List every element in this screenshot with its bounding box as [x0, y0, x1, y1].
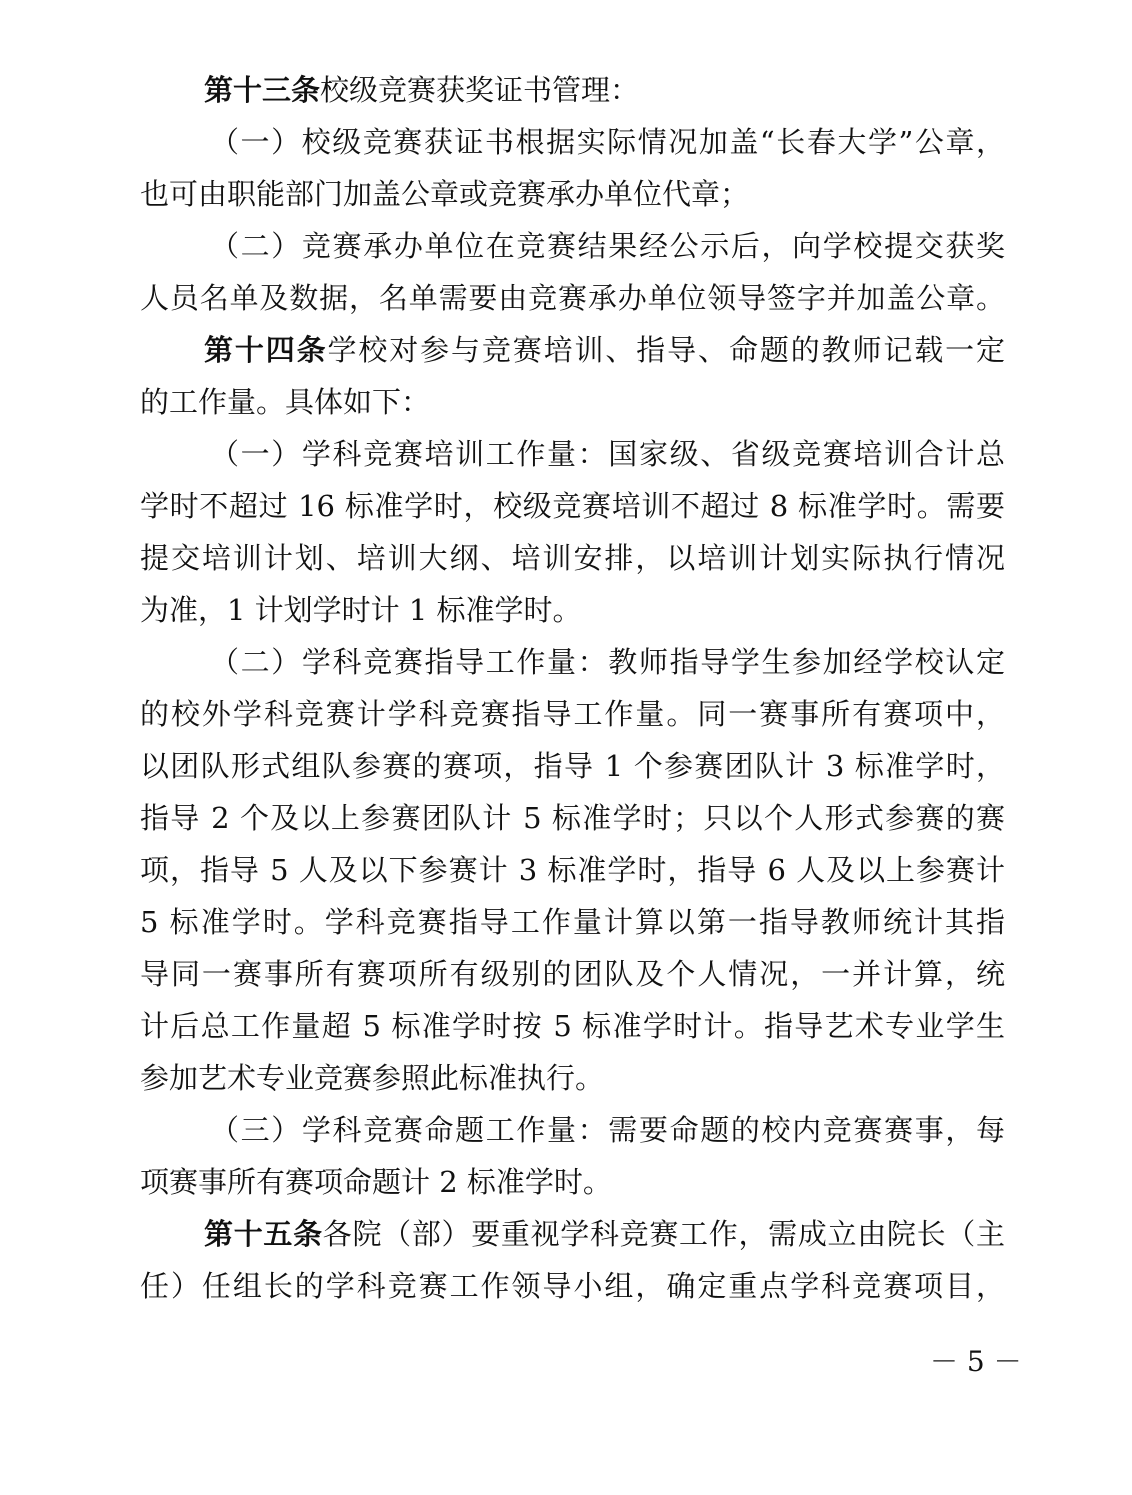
article-14-item-2-line-1: （二）学科竞赛指导工作量：教师指导学生参加经学校认定 [210, 645, 1005, 679]
article-14-item-2-line-8: 计后总工作量超 5 标准学时按 5 标准学时计。指导艺术专业学生 [140, 1009, 1005, 1043]
article-14-item-2-line-6: 5 标准学时。学科竞赛指导工作量计算以第一指导教师统计其指 [140, 905, 1005, 939]
article-13-title-line [204, 64, 1005, 116]
article-14-item-2-line-2: 的校外学科竞赛计学科竞赛指导工作量。同一赛事所有赛项中， [140, 697, 1005, 731]
article-14-item-1-line-1: （一）学科竞赛培训工作量：国家级、省级竞赛培训合计总 [210, 437, 1005, 471]
page-number: － 5 － [930, 1345, 1022, 1378]
article-13-item-1-line-1: （一）校级竞赛获证书根据实际情况加盖“长春大学”公章， [210, 125, 1005, 159]
article-13-heading: 第十三条 [204, 73, 321, 107]
article-14-item-3-line-1: （三）学科竞赛命题工作量：需要命题的校内竞赛赛事，每 [210, 1113, 1005, 1147]
article-13-item-2-line-1: （二）竞赛承办单位在竞赛结果经公示后，向学校提交获奖 [210, 229, 1005, 263]
article-14-intro: 学校对参与竞赛培训、指导、命题的教师记载一定 [327, 333, 1005, 367]
article-14-item-2-line-9: 参加艺术专业竞赛参照此标准执行。 [140, 1061, 605, 1095]
article-15-text: 各院（部）要重视学科竞赛工作，需成立由院长（主 [322, 1217, 1005, 1251]
article-14-item-2-line-5: 项，指导 5 人及以下参赛计 3 标准学时，指导 6 人及以上参赛计 [140, 853, 1005, 887]
article-13-title: 校级竞赛获奖证书管理： [320, 73, 640, 107]
article-14-item-1-line-3: 提交培训计划、培训大纲、培训安排，以培训计划实际执行情况 [140, 541, 1005, 575]
article-14-intro-line-1 [204, 324, 1005, 376]
article-13-item-2-line-2: 人员名单及数据，名单需要由竞赛承办单位领导签字并加盖公章。 [140, 281, 1005, 315]
article-14-item-1-line-2: 学时不超过 16 标准学时，校级竞赛培训不超过 8 标准学时。需要 [140, 489, 1005, 523]
article-13-item-1-line-2: 也可由职能部门加盖公章或竞赛承办单位代章； [140, 177, 750, 211]
article-14-item-2-line-4: 指导 2 个及以上参赛团队计 5 标准学时；只以个人形式参赛的赛 [140, 801, 1005, 835]
article-15-line-1 [204, 1208, 1005, 1260]
article-15-heading: 第十五条 [204, 1217, 323, 1251]
article-14-item-1-line-4: 为准，1 计划学时计 1 标准学时。 [140, 593, 582, 627]
article-14-intro-line-2: 的工作量。具体如下： [140, 385, 431, 419]
article-14-heading: 第十四条 [204, 333, 328, 367]
article-14-item-2-line-3: 以团队形式组队参赛的赛项，指导 1 个参赛团队计 3 标准学时， [140, 749, 1005, 783]
article-14-item-3-line-2: 项赛事所有赛项命题计 2 标准学时。 [140, 1165, 612, 1199]
article-14-item-2-line-7: 导同一赛事所有赛项所有级别的团队及个人情况，一并计算，统 [140, 957, 1005, 991]
article-15-line-2: 任）任组长的学科竞赛工作领导小组，确定重点学科竞赛项目， [140, 1269, 1005, 1303]
